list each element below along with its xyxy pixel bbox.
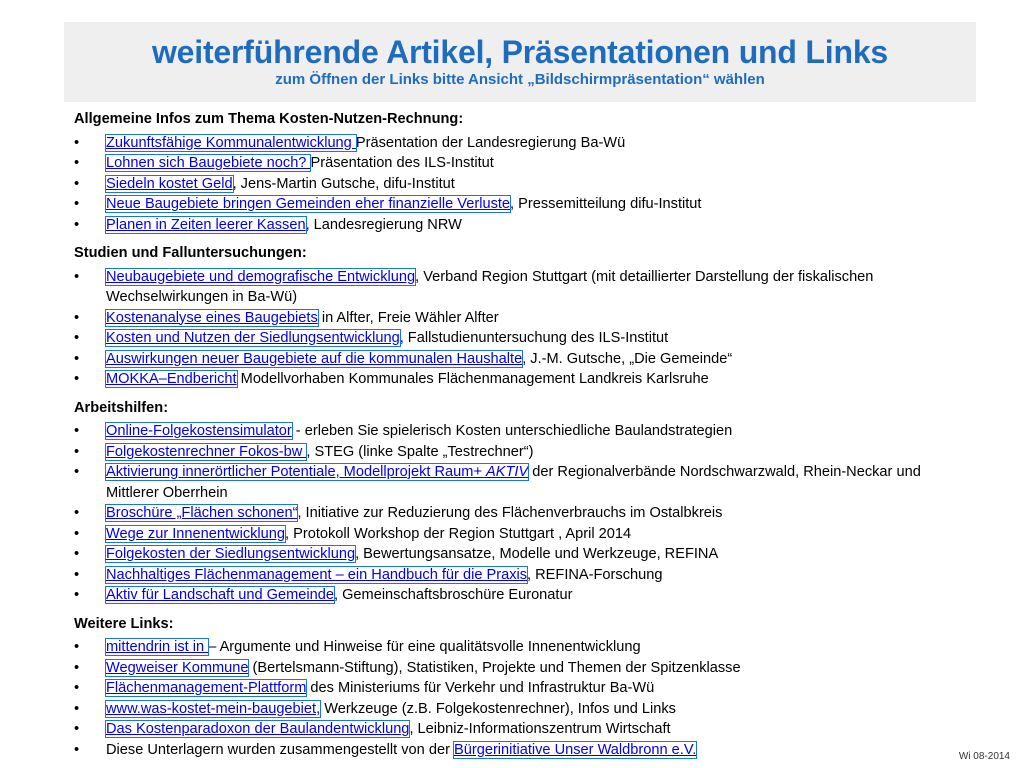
bullet-icon: • [74,587,80,603]
bullet-icon: • [74,196,80,212]
list-item [74,637,974,658]
item-link[interactable] [106,660,248,676]
item-link[interactable] [106,526,285,542]
list-item [74,369,974,390]
section-heading: Weitere Links: [74,615,174,632]
list-item [74,421,974,442]
item-link-label: Wegweiser Kommune [106,659,249,676]
link-list [74,421,974,606]
list-item [74,267,974,308]
item-link-label: Auswirkungen neuer Baugebiete auf die kommunalen Haushalte [106,350,523,367]
item-link-label: Neue Baugebiete bringen Gemeinden eher finanzielle Verluste [106,196,511,212]
bullet-icon: • [74,330,80,346]
list-item [74,719,974,740]
list-item [74,565,974,586]
item-link[interactable] [106,135,356,151]
item-link-label: Lohnen sich Baugebiete noch? [106,155,311,171]
bullet-icon: • [74,546,80,562]
bullet-icon: • [74,216,80,233]
bullet-icon: • [74,680,80,696]
list-item [74,308,974,329]
item-link-label: Online-Folgekostensimulator [106,423,292,439]
item-link[interactable] [106,310,318,326]
item-link-label: Flächenmanagement-Plattform [106,680,307,696]
title-banner [64,22,976,102]
item-description: – Argumente und Hinweise für eine qualitätsvolle Innenentwicklung [208,639,641,655]
link-list-content [74,107,974,766]
item-description: (Bertelsmann-Stiftung), Statistiken, Projekte und Themen der Spitzenklasse [248,659,741,676]
list-item [74,328,974,349]
bullet-icon: • [74,721,80,737]
list-item [74,349,974,370]
list-item [74,153,974,174]
list-item [74,740,974,761]
item-link[interactable] [106,196,510,212]
item-link-label: Neubaugebiete und demografische Entwicklung [106,268,416,285]
list-item [74,133,974,154]
item-link[interactable] [454,742,696,758]
item-description: des Ministeriums für Verkehr und Infrastruktur Ba-Wü [306,680,655,696]
item-link[interactable] [106,721,409,737]
link-list [74,267,974,390]
item-link-label: Nachhaltiges Flächenmanagement – ein Handbuch für die Praxis [106,566,528,583]
item-link-label: Bürgerinitiative Unser Waldbronn e.V. [454,741,697,758]
bullet-icon: • [74,443,80,460]
item-link[interactable] [106,217,306,233]
bullet-icon: • [74,464,80,480]
item-link-label: Siedeln kostet Geld [106,175,233,192]
item-link[interactable] [106,269,415,285]
link-list [74,637,974,760]
bullet-icon: • [74,423,80,439]
item-link[interactable] [106,444,306,460]
item-link-italic: AKTIV [486,464,529,480]
item-link-label: Wege zur Innenentwicklung [106,525,286,542]
item-link[interactable] [106,701,320,717]
page-title: weiterführende Artikel, Präsentationen und Links [151,34,889,70]
item-link[interactable] [106,505,297,521]
item-link[interactable] [106,680,306,696]
section-heading: Studien und Falluntersuchungen: [74,245,307,261]
item-link-label: Kosten und Nutzen der Siedlungsentwicklung [106,330,400,346]
bullet-icon: • [74,700,80,717]
item-link[interactable] [106,546,355,562]
list-item [74,658,974,679]
item-description: , REFINA-Forschung [527,566,663,583]
list-item [74,699,974,720]
item-description: , Leibniz-Informationszentrum Wirtschaft [409,721,671,737]
bullet-icon: • [74,566,80,583]
item-link-label: Das Kostenparadoxon der Baulandentwicklung [106,721,410,737]
item-link[interactable] [106,371,237,387]
section-heading: Arbeitshilfen: [74,399,169,416]
list-item [74,585,974,606]
bullet-icon: • [74,309,80,326]
section [74,396,974,606]
list-item [74,503,974,524]
item-link[interactable] [106,176,233,192]
list-item [74,215,974,236]
item-link-label: MOKKA–Endbericht [106,371,237,387]
item-link-label: Kostenanalyse eines Baugebiets [106,309,318,326]
section [74,612,974,761]
link-list [74,133,974,236]
item-link[interactable] [106,464,528,480]
section-heading: Allgemeine Infos zum Thema Kosten-Nutzen-Rechnung: [74,111,464,127]
item-link-label: Aktivierung innerörtlicher Potentiale, Modellprojekt Raum+ [106,464,487,480]
list-item [74,462,974,503]
item-description: Präsentation der Landesregierung Ba-Wü [355,134,626,151]
item-link-label: Folgekostenrechner Fokos-bw [106,443,307,460]
list-item [74,194,974,215]
item-link[interactable] [106,155,310,171]
list-item [74,524,974,545]
bullet-icon: • [74,371,80,387]
item-link-label: www.was-kostet-mein-baugebiet, [106,700,321,717]
section [74,241,974,390]
item-description: , J.-M. Gutsche, „Die Gemeinde“ [522,350,733,367]
item-description: Werkzeuge (z.B. Folgekostenrechner), Infos und Links [320,700,676,717]
item-description: , Gemeinschaftsbroschüre Euronatur [333,587,573,603]
bullet-icon: • [74,350,80,367]
list-item [74,678,974,699]
item-link[interactable] [106,423,292,439]
bullet-icon: • [74,175,80,192]
item-description: - erleben Sie spielerisch Kosten unterschiedliche Baulandstrategien [291,423,733,439]
item-link-label: Zukunftsfähige Kommunalentwicklung [106,134,356,151]
item-link[interactable] [106,639,208,655]
item-link-label: mittendrin ist in [106,639,209,655]
item-description: , Fallstudienuntersuchung des ILS-Institut [399,330,669,346]
item-description: , Bewertungsansatze, Modelle und Werkzeuge, REFINA [355,546,719,562]
item-description: Modellvorhaben Kommunales Flächenmanagement Landkreis Karlsruhe [236,371,709,387]
bullet-icon: • [74,659,80,676]
item-link[interactable] [106,351,522,367]
item-link[interactable] [106,567,527,583]
bullet-icon: • [74,268,80,285]
bullet-icon: • [74,741,80,758]
item-link[interactable] [106,587,334,603]
item-link-label: Aktiv für Landschaft und Gemeinde [106,587,334,603]
list-item [74,174,974,195]
item-description: Präsentation des ILS-Institut [310,155,494,171]
footer-note: Wi 08-2014 [958,751,1010,762]
item-description: , Jens-Martin Gutsche, difu-Institut [232,175,455,192]
list-item [74,544,974,565]
page-subtitle: zum Öffnen der Links bitte Ansicht „Bildschirmpräsentation“ wählen [275,71,765,88]
item-description: , Protokoll Workshop der Region Stuttgart , April 2014 [285,525,632,542]
bullet-icon: • [74,639,80,655]
item-description: der Regionalverbände Nordschwarzwald, Rhein-Neckar und Mittlerer Oberrhein [106,464,921,501]
section [74,107,974,235]
item-link-label: Folgekosten der Siedlungsentwicklung [106,546,356,562]
item-link-label: Broschüre „Flächen schonen“ [106,505,298,521]
item-description: , Landesregierung NRW [305,216,462,233]
item-description: , Pressemitteilung difu-Institut [510,196,702,212]
bullet-icon: • [74,155,80,171]
item-description: , Verband Region Stuttgart (mit detaillierter Darstellung der fiskalischen Wechselwirkungen in Ba-Wü) [106,268,874,305]
item-link-label: Planen in Zeiten leerer Kassen [106,216,306,233]
bullet-icon: • [74,134,80,151]
item-prefix-text: Diese Unterlagern wurden zusammengestellt von der [106,741,454,758]
bullet-icon: • [74,505,80,521]
list-item [74,442,974,463]
item-description: in Alfter, Freie Wähler Alfter [317,309,499,326]
item-description: , STEG (linke Spalte „Testrechner“) [306,443,534,460]
item-description: , Initiative zur Reduzierung des Flächenverbrauchs im Ostalbkreis [297,505,723,521]
bullet-icon: • [74,525,80,542]
item-link[interactable] [106,330,400,346]
